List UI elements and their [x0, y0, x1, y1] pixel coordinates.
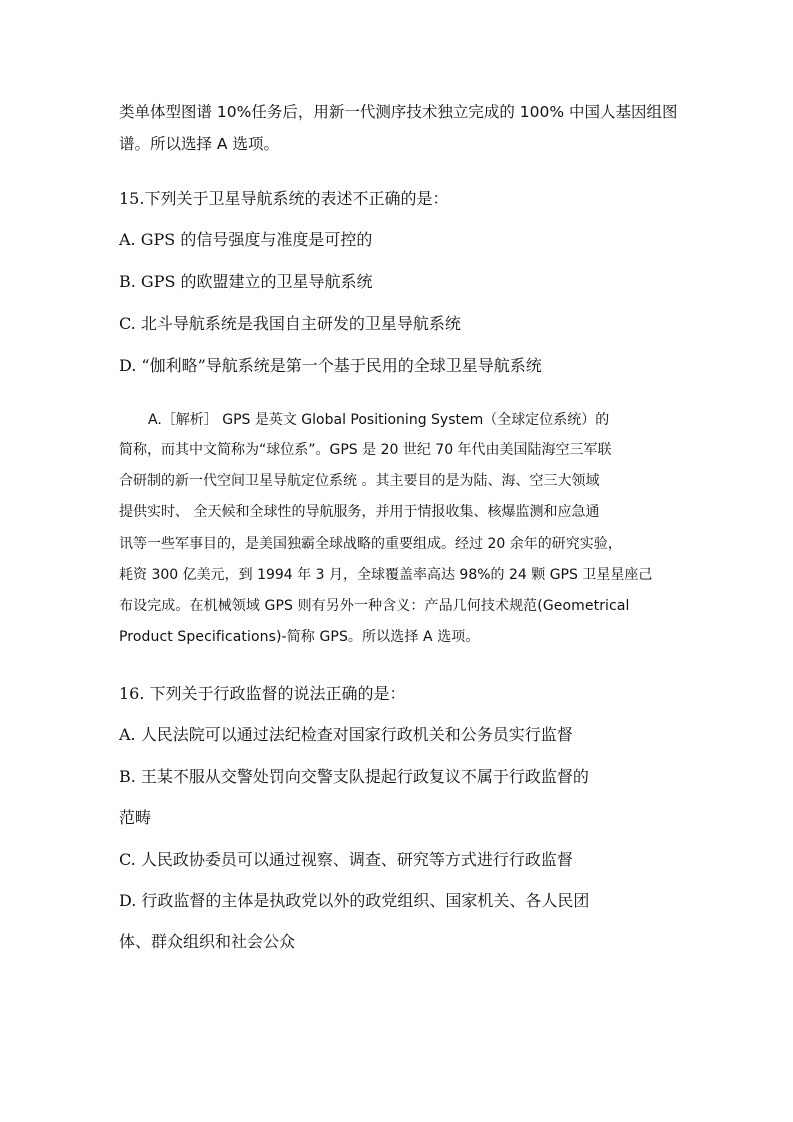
question-15-analysis-line-8: Product Specifications)-简称 GPS。所以选择 A 选项。	[119, 629, 480, 645]
question-15-analysis-line-7: 布设完成。在机械领域 GPS 则有另外一种含义：产品几何技术规范(Geometrical	[119, 598, 630, 614]
question-16-option-a: A. 人民法院可以通过法纪检查对国家行政机关和公务员实行监督	[119, 725, 573, 744]
question-15-analysis-line-6: 耗资 300 亿美元，到 1994 年 3 月，全球覆盖率高达 98%的 24 颗 GPS 卫星星座己	[119, 567, 653, 583]
question-16-option-d: D. 行政监督的主体是执政党以外的政党组织、国家机关、各人民团	[119, 891, 590, 910]
question-15-analysis-line-3: 合研制的新一代空间卫星导航定位系统 。其主要目的是为陆、海、空三大领域	[119, 473, 600, 489]
question-16-option-c: C. 人民政协委员可以通过视察、调查、研究等方式进行行政监督	[119, 850, 573, 869]
question-15-analysis-line-2: 简称，而其中文简称为“球位系”。GPS 是 20 世纪 70 年代由美国陆海空三军联	[119, 442, 612, 458]
question-15-analysis-line-4: 提供实时、 全天候和全球性的导航服务，并用于情报收集、核爆监测和应急通	[119, 504, 600, 520]
question-15-stem: 15.下列关于卫星导航系统的表述不正确的是：	[119, 189, 449, 208]
question-15-option-c: C. 北斗导航系统是我国自主研发的卫星导航系统	[119, 314, 461, 333]
question-15-analysis-line-5: 讯等一些军事目的，是美国独霸全球战略的重要组成。经过 20 余年的研究实验，	[119, 536, 622, 552]
question-15-analysis-line-1: A.［解析］ GPS 是英文 Global Positioning System（全球定位系统）的	[148, 412, 610, 428]
question-15-option-a: A. GPS 的信号强度与准度是可控的	[119, 230, 373, 249]
question-16-option-b-continued: 范畴	[119, 808, 152, 827]
question-15-option-b: B. GPS 的欧盟建立的卫星导航系统	[119, 272, 373, 291]
previous-answer-line-1: 类单体型图谱 10%任务后，用新一代测序技术独立完成的 100% 中国人基因组图	[119, 103, 678, 121]
question-16-option-b: B. 王某不服从交警处罚向交警支队提起行政复议不属于行政监督的	[119, 767, 589, 786]
question-16-stem: 16. 下列关于行政监督的说法正确的是：	[119, 684, 406, 703]
question-16-option-d-continued: 体、群众组织和社会公众	[119, 932, 296, 951]
previous-answer-line-2: 谱。所以选择 A 选项。	[119, 135, 279, 153]
question-15-option-d: D. “伽利略”导航系统是第一个基于民用的全球卫星导航系统	[119, 356, 542, 375]
